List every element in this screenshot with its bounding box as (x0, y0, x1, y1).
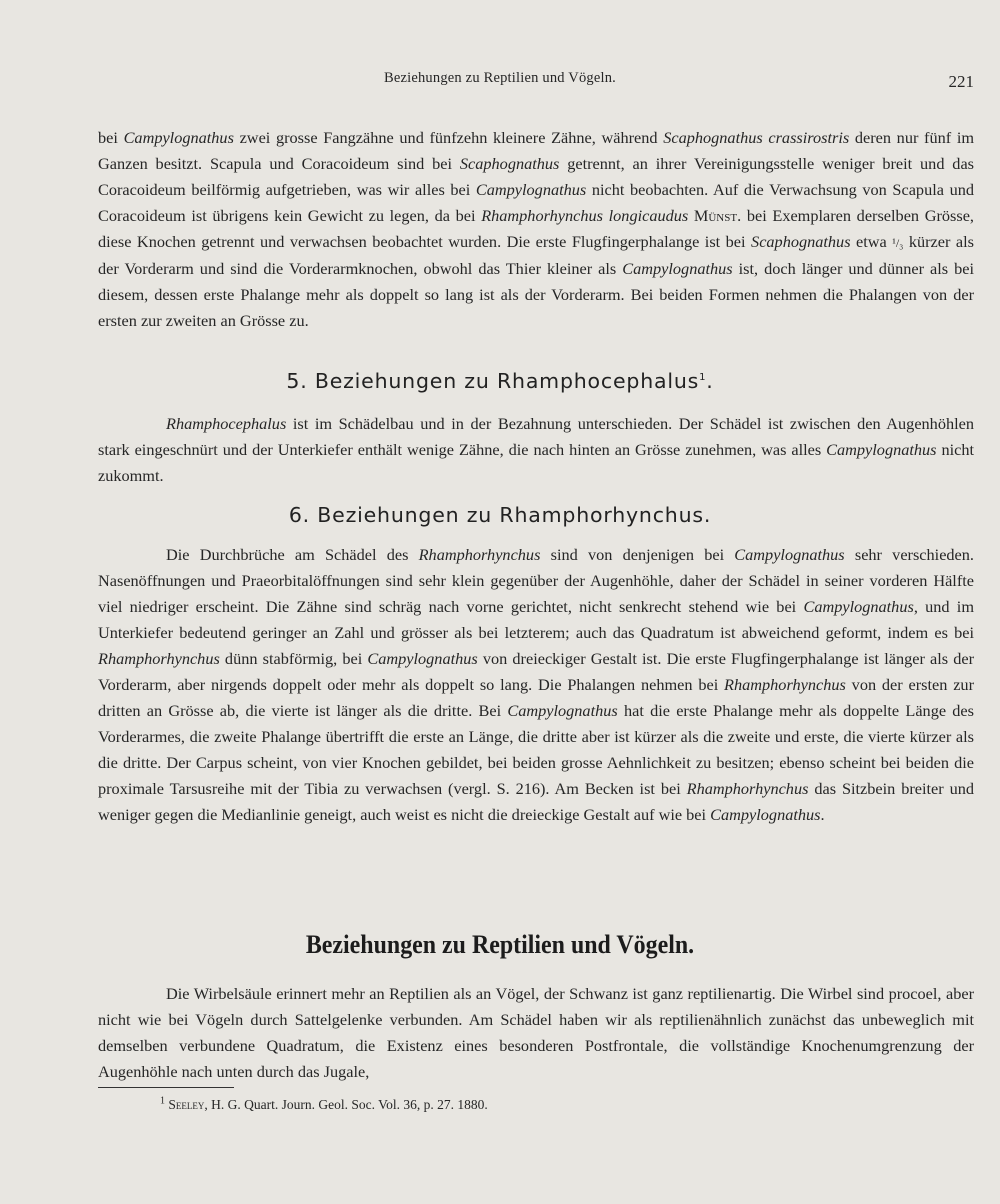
text-run: sehr verschieden. Nasenöffnungen und Praeorbitalöffnungen sind sehr klein gegenüber der Augenhöhle, daher der Schädel in seiner vorderen Hälfte viel niedriger erscheint. Die Zähne sind schräg nach vorne gerichtet, nicht senkrecht stehend wie bei (98, 545, 974, 616)
italic-taxon: Rhamphorhynchus (98, 649, 220, 668)
paragraph-continuation (98, 125, 974, 334)
footnote-divider (98, 1087, 234, 1088)
paragraph-section-6 (98, 542, 974, 828)
page-number: 221 (948, 72, 974, 91)
text-run: deren nur fünf im Ganzen besitzt. Scapula und Coracoideum sind bei (98, 128, 975, 173)
section-heading-punct: . (706, 369, 714, 393)
text-run: hat die erste Phalange mehr als doppelte Länge des Vorderarmes, die zweite Phalange übertrifft die erste an Länge, die dritte aber ist kürzer als die zweite und erste, die vierte kürzer als die dritte. Der Carpus scheint, von vier Knochen gebildet, bei beiden grosse Aehnlichkeit zu besitzen; ebenso scheint bei beiden die proximale Tarsusreihe mit der Tibia zu verwachsen (vergl. S. 216). Am Becken ist bei (98, 701, 974, 798)
text-run: bei Exemplaren derselben Grösse, diese Knochen getrennt und verwachsen beobachtet wurden. Die erste Flugfingerphalange ist bei (98, 206, 974, 251)
text-run: , und im Unterkiefer bedeutend geringer an Zahl und grösser als bei letzterem; auch das Quadratum ist abweichend geformt, indem es bei (98, 597, 974, 642)
text-run: nicht zukommt. (98, 440, 975, 485)
italic-taxon: Scaphognathus crassirostris (663, 128, 850, 147)
italic-taxon: Rhamphorhynchus (418, 545, 541, 564)
author-name: Münst. (693, 206, 742, 225)
text-run: etwa (850, 232, 893, 251)
paragraph-main-section (98, 981, 974, 1085)
footnote (160, 1097, 488, 1113)
text-run: Die Durchbrüche am Schädel des (166, 545, 419, 564)
italic-taxon: Rhamphorhynchus (724, 675, 846, 694)
italic-taxon: Rhamphorhynchus longicaudus (481, 206, 689, 225)
italic-taxon: Campylognathus (734, 545, 845, 564)
section-heading-5 (0, 369, 1000, 393)
italic-taxon: Rhamphocephalus (166, 414, 287, 433)
footnote-text: , H. G. Quart. Journ. Geol. Soc. Vol. 36, p. 27. 1880. (204, 1097, 488, 1112)
text-run: nicht beobachten. Auf die Verwachsung von Scapula und Coracoideum ist übrigens kein Gewicht zu legen, da bei (98, 180, 974, 225)
italic-taxon: Scaphognathus (751, 232, 851, 251)
text-run: sind von denjenigen bei (540, 545, 735, 564)
text-run: kürzer als der Vorderarm und sind die Vorderarmknochen, obwohl das Thier kleiner als (98, 232, 975, 278)
text-run: von dreieckiger Gestalt ist. Die erste Flugfingerphalange ist länger als der Vorderarm, aber nirgends doppelt oder mehr als doppelt so lang. Die Phalangen nehmen bei (98, 649, 974, 694)
text-run: von der ersten zur dritten an Grösse ab, die vierte ist länger als die dritte. Bei (98, 675, 974, 720)
fraction: ¹/₃ (892, 236, 904, 250)
text-run: getrennt, an ihrer Vereinigungsstelle weniger breit und das Coracoideum beilförmig aufgetrieben, was wir alles bei (98, 154, 975, 199)
italic-taxon: Campylognathus (826, 440, 937, 459)
text-run: das Sitzbein breiter und weniger gegen die Medianlinie geneigt, auch weist es nicht die dreieckige Gestalt auf wie bei (98, 779, 975, 824)
section-heading-text: 5. Beziehungen zu Rhamphocephalus (286, 369, 700, 393)
italic-taxon: Campylognathus (367, 649, 478, 668)
text-run: . (820, 805, 825, 824)
italic-taxon: Campylognathus (507, 701, 618, 720)
text-run: Die Wirbelsäule erinnert mehr an Reptilien als an Vögel, der Schwanz ist ganz reptilienartig. Die Wirbel sind procoel, aber nicht wie bei Vögeln durch Sattelgelenke verbunden. Am Schädel haben wir als reptilienähnlich zunächst das unbeweglich mit demselben verbundene Quadratum, die Existenz eines besonderen Postfrontale, die vollständige Knochenumgrenzung der Augenhöhle nach unten durch das Jugale, (98, 984, 974, 1081)
italic-taxon: Campylognathus (803, 597, 914, 616)
running-header: Beziehungen zu Reptilien und Vögeln. (383, 70, 617, 86)
italic-taxon: Campylognathus (622, 259, 733, 278)
footnote-author: Seeley (168, 1097, 205, 1112)
footnote-marker: 1 (699, 372, 707, 384)
italic-taxon: Scaphognathus (459, 154, 560, 173)
italic-taxon: Campylognathus (123, 128, 234, 147)
italic-taxon: Rhamphorhynchus (686, 779, 809, 798)
italic-taxon: Campylognathus (475, 180, 587, 199)
text-run: dünn stabförmig, bei (219, 649, 368, 668)
text-run: ist im Schädelbau und in der Bezahnung unterschieden. Der Schädel ist zwischen den Augenhöhlen stark eingeschnürt und der Unterkiefer enthält wenige Zähne, die nach hinten an Grösse zunehmen, was alles (98, 414, 974, 459)
section-heading-6: 6. Beziehungen zu Rhamphorhynchus. (288, 503, 712, 527)
footnote-marker: 1 (160, 1095, 165, 1107)
text-run: bei (98, 128, 124, 147)
text-run: ist, doch länger und dünner als bei diesem, dessen erste Phalange mehr als doppelt so lang ist als der Vorderarm. Bei beiden Formen nehmen die Phalangen von der ersten zur zweiten an Grösse zu. (98, 259, 974, 330)
text-run: zwei grosse Fangzähne und fünfzehn kleinere Zähne, während (233, 128, 664, 147)
main-section-heading: Beziehungen zu Reptilien und Vögeln. (305, 930, 695, 959)
italic-taxon: Campylognathus (710, 805, 821, 824)
paragraph-section-5 (98, 411, 974, 489)
